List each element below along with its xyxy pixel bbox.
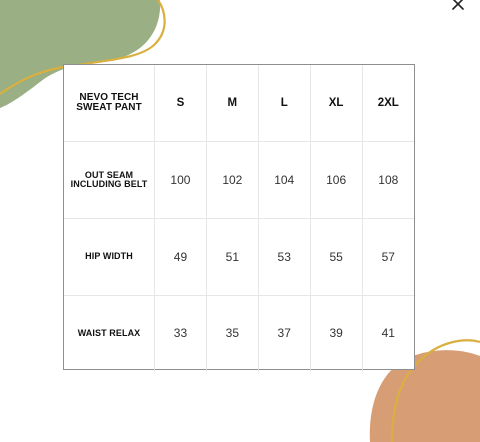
size-chart-table bbox=[64, 65, 414, 371]
measurement-value: 37 bbox=[258, 295, 310, 371]
size-header: M bbox=[206, 65, 258, 141]
measurement-label: WAIST RELAX bbox=[64, 295, 155, 371]
measurement-value: 104 bbox=[258, 141, 310, 218]
measurement-value: 55 bbox=[310, 218, 362, 295]
size-chart bbox=[63, 64, 415, 370]
measurement-value: 39 bbox=[310, 295, 362, 371]
table-header-row bbox=[64, 65, 414, 141]
measurement-value: 108 bbox=[362, 141, 414, 218]
size-header: XL bbox=[310, 65, 362, 141]
size-header: 2XL bbox=[362, 65, 414, 141]
table-row bbox=[64, 141, 414, 218]
close-button[interactable] bbox=[448, 0, 468, 14]
measurement-value: 41 bbox=[362, 295, 414, 371]
measurement-value: 57 bbox=[362, 218, 414, 295]
close-icon bbox=[452, 0, 464, 10]
measurement-label: OUT SEAM INCLUDING BELT bbox=[64, 141, 155, 218]
measurement-value: 49 bbox=[155, 218, 207, 295]
table-row bbox=[64, 295, 414, 371]
measurement-value: 106 bbox=[310, 141, 362, 218]
size-header: S bbox=[155, 65, 207, 141]
size-header: L bbox=[258, 65, 310, 141]
measurement-value: 102 bbox=[206, 141, 258, 218]
measurement-value: 35 bbox=[206, 295, 258, 371]
measurement-value: 100 bbox=[155, 141, 207, 218]
measurement-value: 51 bbox=[206, 218, 258, 295]
table-row bbox=[64, 218, 414, 295]
measurement-value: 53 bbox=[258, 218, 310, 295]
measurement-value: 33 bbox=[155, 295, 207, 371]
measurement-label: HIP WIDTH bbox=[64, 218, 155, 295]
product-name-cell: NEVO TECH SWEAT PANT bbox=[64, 65, 155, 141]
